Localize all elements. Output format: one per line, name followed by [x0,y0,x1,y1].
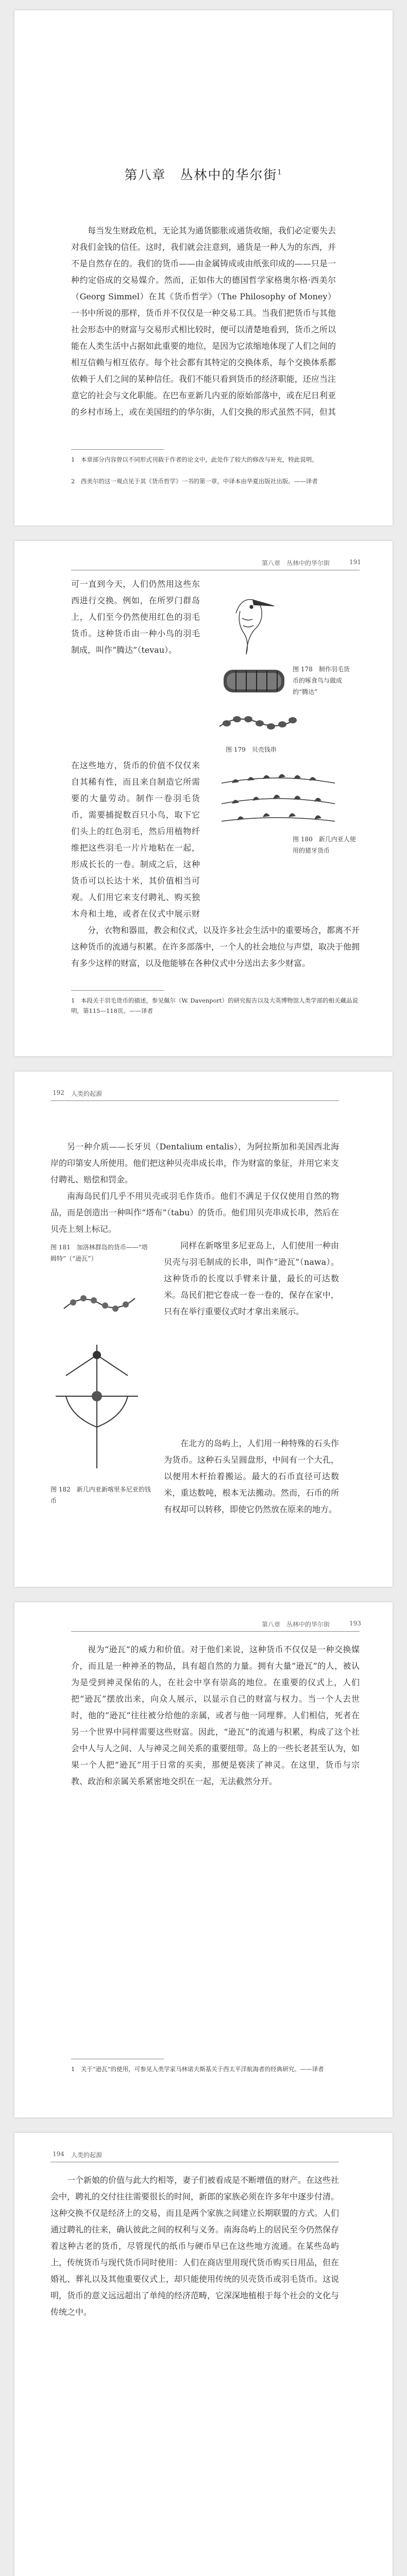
running-head: 人类的起源 [71,1090,103,1097]
woodpecker-figure [221,582,282,659]
footnote: 1 本段关于羽毛货币的描述，参见佩尔（W. Davenport）的研究报告以及大英博物馆人类学部的相关藏品说明，第115—118页。——译者 [71,997,359,1014]
page-number: 194 [53,2150,64,2158]
body-text: 可一直到今天，人们仍然用这些东西进行交换。例如，在所罗门群岛上，人们至今仍然使用红色的羽毛货币。这种货币由一种小鸟的羽毛制成，叫作“腾达”（tevau）。 [71,579,200,655]
page-number: 192 [53,1089,64,1096]
footnote-rule [71,990,164,991]
body-text: 在北方的岛屿上，人们用一种特殊的石头作为货币。这种石头呈圆盘形，中间有一个大孔，以便用木杆抬着搬运。最大的石币直径可达数米，重达数吨，根本无法搬动。然而，石币的所有权却可以转移，即使它仍然放在原来的地方。 [164,1438,339,1514]
body-text: 另一种介质——长牙贝（Dentalium entalis），为阿拉斯加和美国西北海岸的印第安人所使用。他们把这种贝壳串成长串，作为财富的象征，并用它来支付聘礼、赔偿和罚金。 [50,1142,339,1184]
figure-caption: 图 180 新几内亚人使用的猪牙货币 [293,836,356,854]
body-text: 同样在新喀里多尼亚岛上，人们使用一种由贝壳与羽毛制成的长串，叫作“逊瓦”（nawa）。这种货币的长度以手臂来计量，最长的可达数米。岛民们把它卷成一卷一卷的，保存在家中，只有在举行重要仪式时才拿出来展示。 [164,1241,339,1316]
spindle-money-figure [45,1340,148,1473]
footnote-rule [71,449,164,450]
chapter-title: 第八章 丛林中的华尔街$^1$ [124,167,283,182]
figure-caption: 图 179 贝壳钱串 [226,746,277,753]
running-head: 第八章 丛林中的华尔街 [262,1621,330,1628]
header-rule [71,1631,360,1632]
figure-caption: 图 182 新几内亚新喀里多尼亚的钱币 [50,1486,151,1504]
page-number: 193 [349,1620,361,1627]
body-text: 南海岛民们几乎不用贝壳或羽毛作货币。他们不满足于仅仅使用自然的物品，而是创造出一种叫作“塔布”（tabu）的货币。他们用贝壳串成长串，然后在贝壳上刻上标记。 [50,1191,339,1234]
page-3 [14,1072,393,1587]
page-number: 191 [349,558,361,566]
tooth-money-figure [216,768,340,829]
body-text: 分，衣物和器皿，教会和仪式，以及许多社会生活中的重要场合，都离不开这种货币的流通与积累。在许多部落中，一个人的社会地位与声望，取决于他拥有多少这样的财富，以及他能够在各种仪式中分送出去多少财富。 [71,925,360,968]
footnote: 1 关于“逊瓦”的使用，可参见人类学家马林诺夫斯基关于西太平洋航海者的经典研究。——译者 [71,2065,324,2073]
body-text: 每当发生财政危机，无论其为通货膨胀或通货收缩，我们必定要失去对我们金钱的信任。这时，我们就会注意到，通货是一种人为的东西，并不是自然存在的。我们的货币——由金属铸成或由纸张印成的——只是一种约定俗成的交易媒介。然而，正如伟大的德国哲学家格奥尔格·西美尔（Georg Simmel）在其《货币哲学》（The Philosophy of Money）一书中所说的那样，货币并不仅仅是一种交易工具。当我们把货币与其他社会形态中的财富与交易形式相比较时，便可以清楚地看到，货币之所以能在人类生活中占据如此重要的地位，是因为它浓缩地体现了人们之间的相互信赖与相互依存。每个社会都有其特定的交换体系，每个交换体系都依赖于人们之间的某种信任。我们不能只看到货币的经济职能，还应当注意它的社会与文化职能。在巴布亚新几内亚的原始部落中，或在尼日利亚的乡村市场上，或在美国纽约的华尔街，人们交换的形式虽然不同，但其 [71,226,336,417]
running-head: 第八章 丛林中的华尔街 [262,560,330,567]
page-2 [14,541,393,1056]
figure-caption: 图 181 加洛林群岛的货币——“塔姆特”（“逊瓦”） [50,1244,148,1262]
figure-caption: 图 178 制作羽毛货币的啄食鸟与做成的“腾达” [293,666,350,696]
body-text: 在这些地方，货币的价值不仅仅来自其稀有性，而且来自制造它所需要的大量劳动。制作一卷羽毛货币，需要捕捉数百只小鸟，取下它们头上的红色羽毛，然后用植物纤维把这些羽毛一片片地粘在一起，形成长长的一卷。制成之后，这种货币可以长达十米，其价值相当可观。人们用它来支付聘礼、购买独木舟和土地，或者在仪式中展示财 [71,760,200,919]
body-text: 视为“逊瓦”的威力和价值。对于他们来说，这种货币不仅仅是一种交换媒介，而且是一种神圣的物品，具有超自然的力量。拥有大量“逊瓦”的人，被认为是受到神灵保佑的人，在社会中享有崇高的地位。在重要的仪式上，人们把“逊瓦”摆放出来，向众人展示，以显示自己的财富与权力。当一个人去世时，他的“逊瓦”往往被分给他的亲属，或者与他一同埋葬。人们相信，死者在另一个世界中同样需要这些财富。因此，“逊瓦”的流通与积累，构成了这个社会中人与人之间、人与神灵之间关系的重要纽带。岛上的一些长老甚至认为，如果一个人把“逊瓦”用于日常的买卖，那便是亵渎了神灵。在这里，货币与宗教、政治和亲属关系紧密地交织在一起，无法截然分开。 [71,1645,360,1786]
shell-string-figure [216,711,299,742]
footnote: 1 本章部分内容曾以不同形式刊载于作者的论文中，此处作了较大的修改与补充，特此说明。 [71,456,318,463]
running-head: 人类的起源 [71,2151,103,2159]
tamtam-figure [61,1283,138,1329]
header-rule [50,1100,339,1101]
page-1 [14,10,393,526]
footnote: 2 西美尔的这一观点见于其《货币哲学》一书的第一章，中译本由华夏出版社出版。——译者 [71,478,318,485]
feather-roll-figure [221,663,287,699]
body-text: 一个新娘的价值与此大约相等，妻子们被看成是不断增值的财产。在这些社会中，聘礼的交付往往需要很长的时间，新郎的家族必须在许多年中逐步付清。这种交换不仅是经济上的交易，而且是两个家族之间建立长期联盟的方式。人们通过聘礼的往来，确认彼此之间的权利与义务。南海岛屿上的居民至今仍然保存着这种古老的货币，尽管现代的纸币与硬币早已在这些地方流通。在某些岛屿上，传统货币与现代货币同时使用：人们在商店里用现代货币购买日用品，但在婚礼、葬礼以及其他重要仪式上，却只能使用传统的贝壳货币或羽毛货币。这说明，货币的意义远远超出了单纯的经济范畴，它深深地植根于每个社会的文化与传统之中。 [50,2175,339,2317]
page-5 [14,2133,393,2576]
page-4 [14,1602,393,2117]
